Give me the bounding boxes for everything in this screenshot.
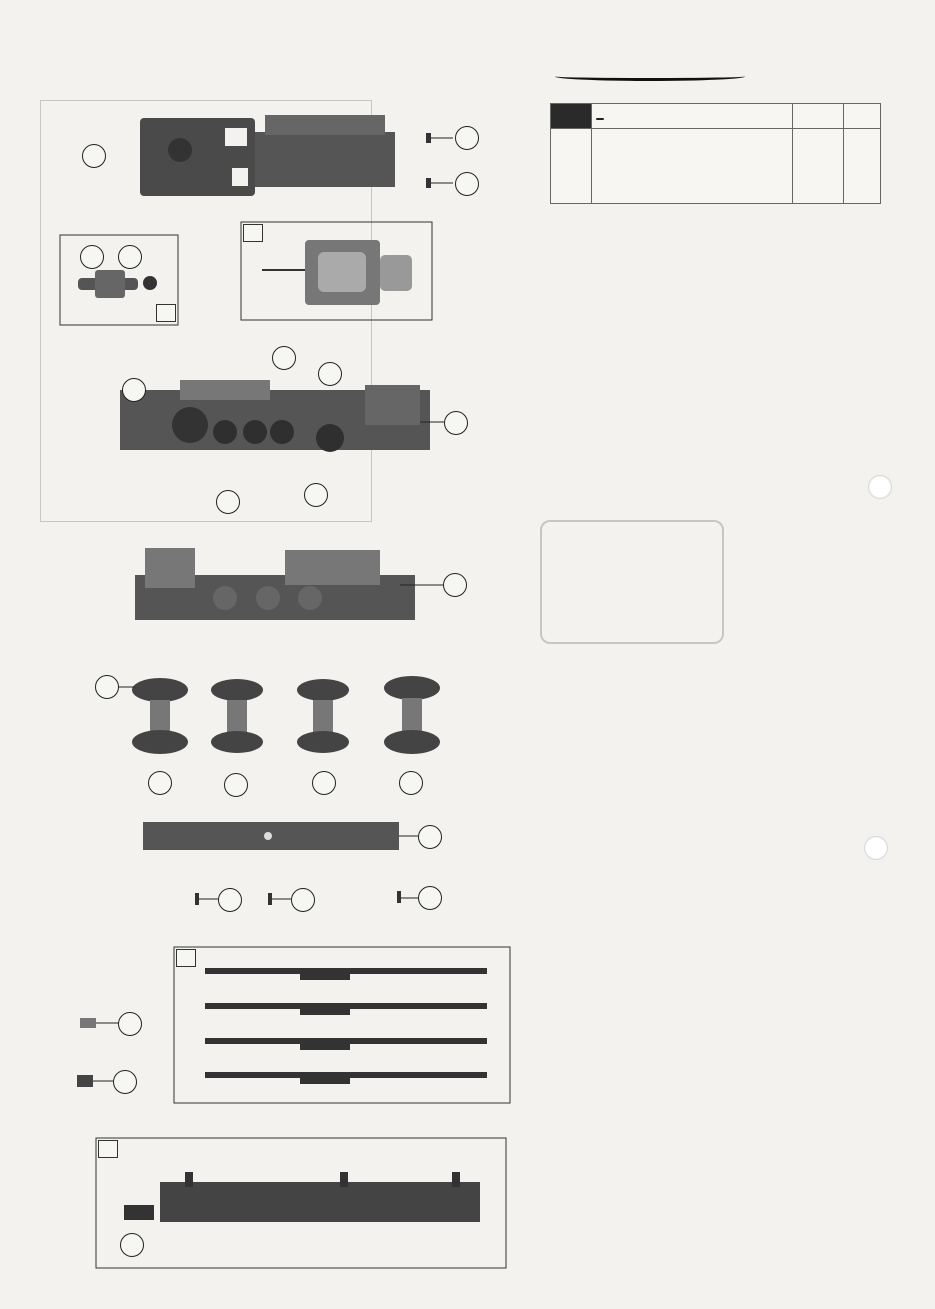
label-1: [243, 224, 263, 242]
callout-4: [118, 1012, 142, 1036]
wheel-contacts-drawing: [205, 968, 487, 1084]
callout-16: [444, 411, 468, 435]
callout-18: [418, 825, 442, 849]
punch-hole: [868, 475, 892, 499]
callout-17: [443, 573, 467, 597]
callout-21: [312, 771, 336, 795]
callout-12: [113, 1070, 137, 1094]
callout-22: [399, 771, 423, 795]
callout-13: [118, 245, 142, 269]
wheelsets-drawing: [132, 676, 440, 754]
bogie-drawing: [124, 1172, 480, 1222]
gear-cover-drawing: [143, 822, 399, 850]
callout-5: [122, 378, 146, 402]
callout-19: [82, 144, 106, 168]
bleed-through-ghost: [540, 520, 724, 644]
callout-7: [216, 490, 240, 514]
label-15: [176, 949, 196, 967]
gear-right-drawing: [120, 380, 430, 452]
column-header-row: [551, 129, 881, 204]
gear-left-drawing: [135, 548, 415, 620]
callout-3: [291, 888, 315, 912]
model-symbol: [793, 104, 844, 129]
holder-part-drawing: [140, 115, 395, 196]
callout-8: [318, 362, 342, 386]
worm-set-drawing: [78, 270, 157, 298]
label-10: [156, 304, 176, 322]
callout-20: [148, 771, 172, 795]
db-logo-icon: [596, 118, 604, 120]
callout-9: [272, 346, 296, 370]
callout-2: [95, 675, 119, 699]
parts-table: [550, 103, 881, 204]
callout-6: [304, 483, 328, 507]
label-14: [98, 1140, 118, 1158]
callout-21: [224, 773, 248, 797]
model-header-row: [551, 104, 881, 129]
callout-3: [455, 126, 479, 150]
motor-drawing: [262, 240, 412, 305]
model-number: [551, 104, 592, 129]
callout-3: [455, 172, 479, 196]
logo-swoosh: [555, 72, 745, 81]
callout-3: [218, 888, 242, 912]
punch-hole: [864, 836, 888, 860]
callout-23: [80, 245, 104, 269]
callout-3: [418, 886, 442, 910]
callout-11: [120, 1233, 144, 1257]
